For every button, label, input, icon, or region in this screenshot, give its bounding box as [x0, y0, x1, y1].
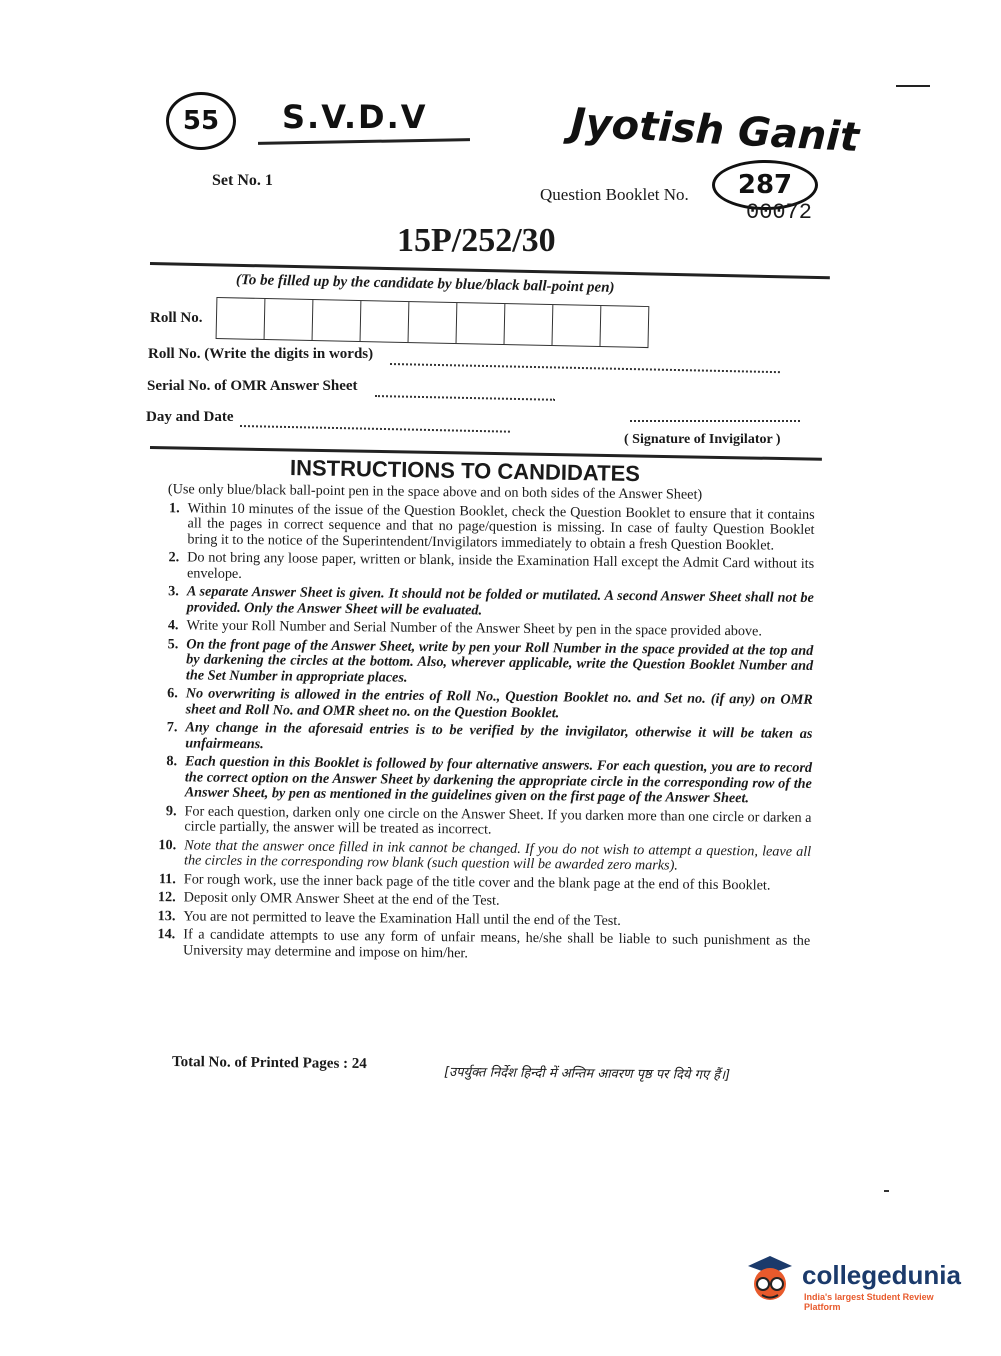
total-pages: Total No. of Printed Pages : 24 — [171, 1054, 367, 1073]
instruction-number: 11. — [158, 870, 176, 887]
fill-note: (To be filled up by the candidate by blue/black ball-point pen) — [235, 272, 615, 296]
roll-no-box[interactable] — [409, 302, 458, 343]
roll-no-label: Roll No. — [150, 310, 203, 326]
brand-name: collegedunia — [802, 1260, 961, 1290]
roll-no-box[interactable] — [505, 304, 554, 345]
instructions-intro: (Use only blue/black ball-point pen in the space above and on both sides of the Answer Sheet) — [167, 481, 703, 503]
roll-no-box[interactable] — [313, 300, 362, 341]
question-booklet-number: 00072 — [746, 200, 813, 225]
roll-no-box[interactable] — [265, 299, 314, 340]
instruction-text: Note that the answer once filled in ink cannot be changed. If you do not wish to attempt a question, leave all the circles in the corresponding row blank (such question will be awarded zero marks). — [183, 836, 812, 874]
instruction-text: Within 10 minutes of the issue of the Question Booklet, check the Question Booklet to ensure that it contains all the pages in correct sequence and that no page/question is missing. In case of faulty Question Booklet bring it to the notice of the Superintendent/Invigilators immediately to obtain a fresh Question Booklet. — [187, 499, 815, 554]
instruction-item — [149, 550, 814, 588]
initials-underline — [258, 138, 470, 145]
instruction-item — [149, 584, 814, 622]
instructions-heading: INSTRUCTIONS TO CANDIDATES — [289, 455, 641, 487]
instruction-text: A separate Answer Sheet is given. It should not be folded or mutilated. A second Answer Sheet shall not be provided. Only the Answer Sheet will be evaluated. — [186, 583, 814, 618]
instruction-item — [147, 720, 812, 758]
day-date-line[interactable] — [240, 425, 510, 433]
roll-no-box[interactable] — [217, 298, 266, 339]
brand-tagline: India's largest Student Review Platform — [804, 1292, 934, 1312]
set-number: Set No. 1 — [212, 172, 273, 189]
instruction-number: 5. — [167, 635, 179, 652]
instruction-text: No overwriting is allowed in the entries of Roll No., Question Booklet no. and Set no. (if any) on OMR sheet and Roll No. and OMR sheet no. on the Question Booklet. — [185, 685, 813, 721]
instruction-text: Each question in this Booklet is followed by four alternative answers. For each question, you are to record the correct option on the Answer Sheet by darkening the appropriate circle in the corresponding row of the Answer Sheet, by pen as mentioned in the guidelines given on the first page of the Answer Sheet. — [184, 753, 813, 807]
omr-serial-label: Serial No. of OMR Answer Sheet — [147, 378, 358, 394]
instruction-item — [148, 686, 813, 724]
roll-no-box[interactable] — [457, 303, 506, 344]
roll-no-boxes[interactable] — [216, 297, 650, 348]
instruction-text: You are not permitted to leave the Examination Hall until the end of the Test. — [183, 907, 621, 929]
instruction-text: Any change in the aforesaid entries is to be verified by the invigilator, otherwise it will be taken as unfairmeans. — [185, 719, 813, 752]
stray-mark — [884, 1190, 889, 1192]
instructions-block — [145, 482, 815, 968]
instruction-number: 1. — [169, 499, 180, 516]
instruction-text: If a candidate attempts to use any form of unfair means, he/she shall be liable to such punishment as the University may determine and impose on him/her. — [183, 926, 811, 961]
paper-code: 15P/252/30 — [397, 222, 556, 259]
instruction-number: 8. — [166, 753, 178, 770]
instruction-number: 6. — [167, 685, 178, 702]
instruction-number: 13. — [157, 907, 176, 924]
instruction-text: Do not bring any loose paper, written or blank, inside the Examination Hall except the Admit Card without its envelope. — [186, 549, 815, 582]
handwritten-subject: Jyotish Ganit — [569, 100, 861, 162]
roll-no-box[interactable] — [553, 305, 602, 346]
day-date-label: Day and Date — [146, 409, 234, 425]
roll-no-box[interactable] — [600, 306, 648, 347]
instruction-item — [146, 837, 811, 875]
omr-serial-line[interactable] — [375, 395, 555, 401]
instruction-number: 9. — [165, 802, 177, 819]
instruction-text: Write your Roll Number and Serial Number of the Answer Sheet by pen in the space provided above. — [186, 617, 763, 640]
instruction-number: 10. — [158, 836, 177, 853]
roll-no-box[interactable] — [361, 301, 410, 342]
instruction-number: 4. — [167, 617, 179, 634]
instruction-number: 3. — [168, 583, 179, 600]
signature-line[interactable] — [630, 420, 800, 422]
instruction-text: Deposit only OMR Answer Sheet at the end of the Test. — [183, 889, 500, 909]
instruction-number: 14. — [157, 926, 176, 943]
question-booklet-label: Question Booklet No. — [540, 185, 689, 204]
roll-no-words-label: Roll No. (Write the digits in words) — [148, 346, 374, 362]
instruction-number: 2. — [168, 549, 180, 566]
instruction-number: 7. — [166, 719, 178, 736]
instruction-item — [146, 803, 811, 841]
instruction-number: 12. — [157, 889, 176, 906]
top-right-dash — [896, 85, 930, 87]
instruction-text: On the front page of the Answer Sheet, write by pen your Roll Number in the space provided at the top and by darkening the circles at the bottom. Also, wherever applicable, write the Question Booklet Number and the Set Number in appropriate places. — [185, 635, 814, 686]
roll-no-words-line[interactable] — [390, 363, 780, 373]
instruction-item — [149, 500, 814, 553]
collegedunia-logo — [742, 1252, 972, 1312]
hindi-note: [उपर्युक्त निर्देश हिन्दी में अन्तिम आवरण पृष्ठ पर दिये गए हैं।] — [443, 1065, 731, 1083]
instruction-item — [145, 927, 810, 965]
instruction-text: For each question, darken only one circle on the Answer Sheet. If you darken more than one circle or darken a circle partially, the answer will be treated as incorrect. — [184, 802, 812, 838]
instruction-item — [148, 636, 813, 689]
handwritten-circled-number — [166, 92, 236, 150]
booklet-handwritten-text: 287 — [737, 170, 793, 200]
instructions-list — [145, 500, 815, 964]
signature-label: ( Signature of Invigilator ) — [624, 432, 781, 447]
mascot-icon — [742, 1252, 798, 1308]
instruction-item — [147, 754, 812, 807]
handwritten-initials: S.V.D.V — [282, 98, 428, 136]
instruction-text: For rough work, use the inner back page of the title cover and the blank page at the end of this Booklet. — [183, 870, 771, 894]
circled-number-text: 55 — [182, 106, 220, 136]
